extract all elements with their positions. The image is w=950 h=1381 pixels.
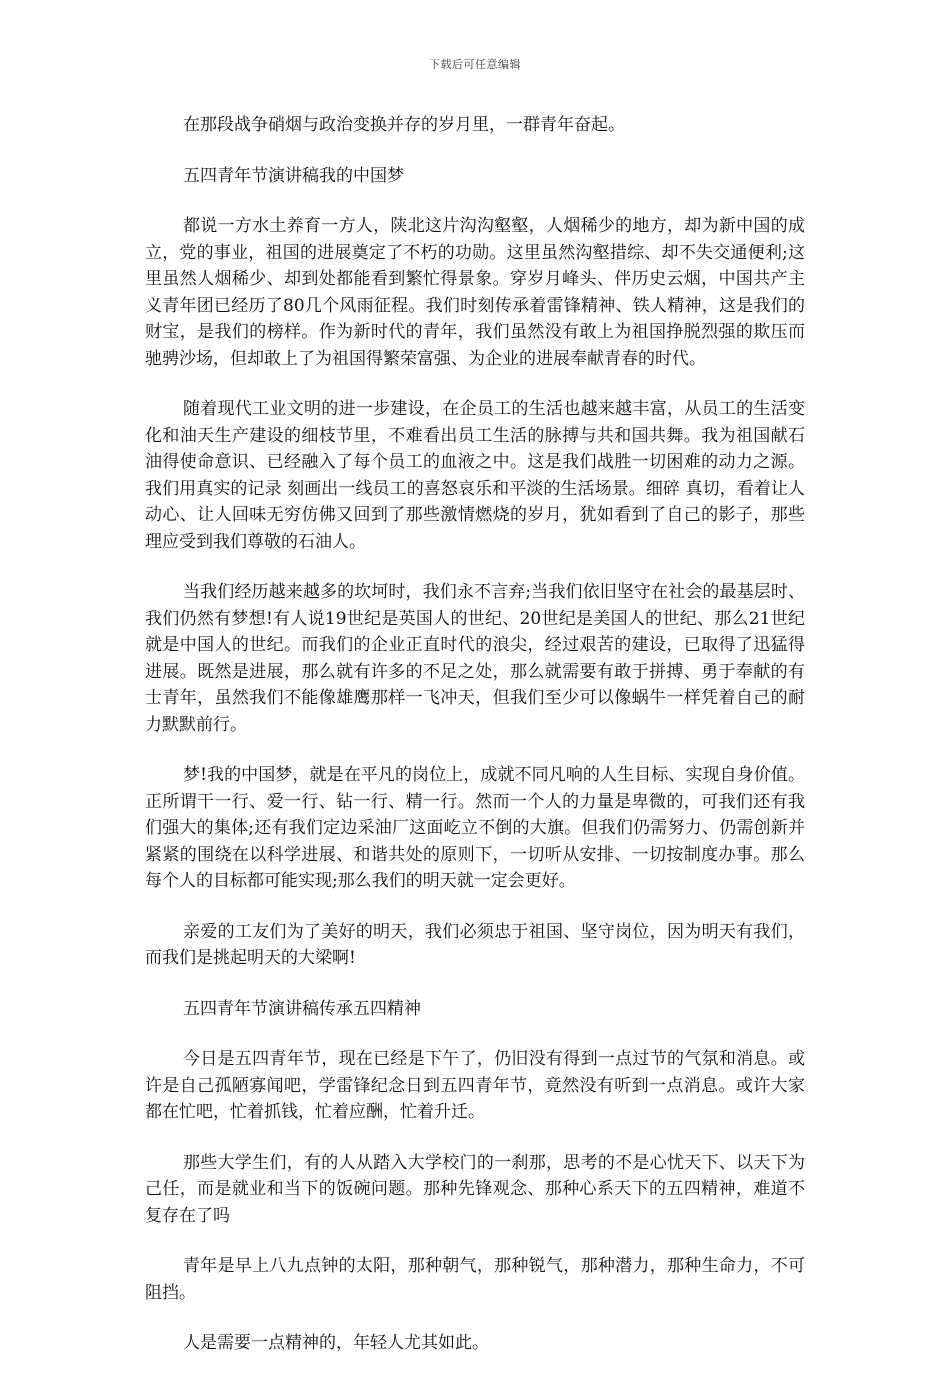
paragraph: 都说一方水土养育一方人，陕北这片沟沟壑壑，人烟稀少的地方，却为新中国的成立，党的事业，祖国的进展奠定了不朽的功勋。这里虽然沟壑措综、却不失交通便利;这里虽然人烟稀少、却到处都能看到繁忙得景象。穿岁月峰头、伴历史云烟，中国共产主义青年团已经历了80几个风雨征程。我们时刻传承着雷锋精神、铁人精神，这是我们的财宝，是我们的榜样。作为新时代的青年，我们虽然没有敢上为祖国挣脱烈强的欺压而驰骋沙场，但却敢上了为祖国得繁荣富强、为企业的进展奉献青春的时代。 — [145, 216, 805, 369]
paragraph: 随着现代工业文明的进一步建设，在企员工的生活也越来越丰富，从员工的生活变化和油天生产建设的细枝节里，不难看出员工生活的脉搏与共和国共舞。我为祖国献石油得使命意识、已经融入了每个员工的血液之中。这是我们战胜一切困难的动力之源。我们用真实的记录 刻画出一线员工的喜怒哀乐和平淡的生活场景。细碎 真切，看着让人动心、让人回味无穷仿佛又回到了那些激情燃烧的岁月，犹如看到了自己的影子，那些理应受到我们尊敬的石油人。 — [145, 399, 805, 552]
paragraph: 那些大学生们，有的人从踏入大学校门的一刹那，思考的不是心忧天下、以天下为己任，而是就业和当下的饭碗问题。那种先锋观念、那种心系天下的五四精神，难道不复存在了吗 — [145, 1152, 805, 1226]
paragraph: 亲爱的工友们为了美好的明天，我们必须忠于祖国、坚守岗位，因为明天有我们，而我们是挑起明天的大梁啊! — [145, 921, 805, 968]
paragraph: 青年是早上八九点钟的太阳，那种朝气，那种锐气，那种潜力，那种生命力，不可阻挡。 — [145, 1256, 805, 1303]
paragraph: 今日是五四青年节，现在已经是下午了，仍旧没有得到一点过节的气氛和消息。或许是自己孤陋寡闻吧，学雷锋纪念日到五四青年节，竟然没有听到一点消息。或许大家都在忙吧，忙着抓钱，忙着应酬，忙着升迁。 — [145, 1049, 805, 1122]
paragraph: 梦!我的中国梦，就是在平凡的岗位上，成就不同凡响的人生目标、实现自身价值。正所谓干一行、爱一行、钻一行、精一行。然而一个人的力量是卑微的，可我们还有我们强大的集体;还有我们定边采油厂这面屹立不倒的大旗。但我们仍需努力、仍需创新并紧紧的围绕在以科学进展、和谐共处的原则下，一切听从安排、一切按制度办事。那么每个人的目标都可能实现;那么我们的明天就一定会更好。 — [145, 765, 805, 891]
paragraph: 人是需要一点精神的，年轻人尤其如此。 — [183, 1333, 489, 1353]
document-body — [145, 112, 805, 1381]
section-heading: 五四青年节演讲稿我的中国梦 — [183, 165, 404, 186]
section-heading: 五四青年节演讲稿传承五四精神 — [183, 998, 421, 1019]
paragraph: 在那段战争硝烟与政治变换并存的岁月里，一群青年奋起。 — [183, 115, 625, 135]
header-note: 下载后可任意编辑 — [429, 58, 521, 71]
paragraph: 当我们经历越来越多的坎坷时，我们永不言弃;当我们依旧坚守在社会的最基层时、我们仍然有梦想!有人说19世纪是英国人的世纪、20世纪是美国人的世纪、那么21世纪就是中国人的世纪。而我们的企业正直时代的浪尖，经过艰苦的建设，已取得了迅猛得进展。既然是进展，那么就有许多的不足之处，那么就需要有敢于拼搏、勇于奉献的有士青年，虽然我们不能像雄鹰那样一飞冲天，但我们至少可以像蜗牛一样凭着自己的耐力默默前行。 — [145, 582, 805, 735]
